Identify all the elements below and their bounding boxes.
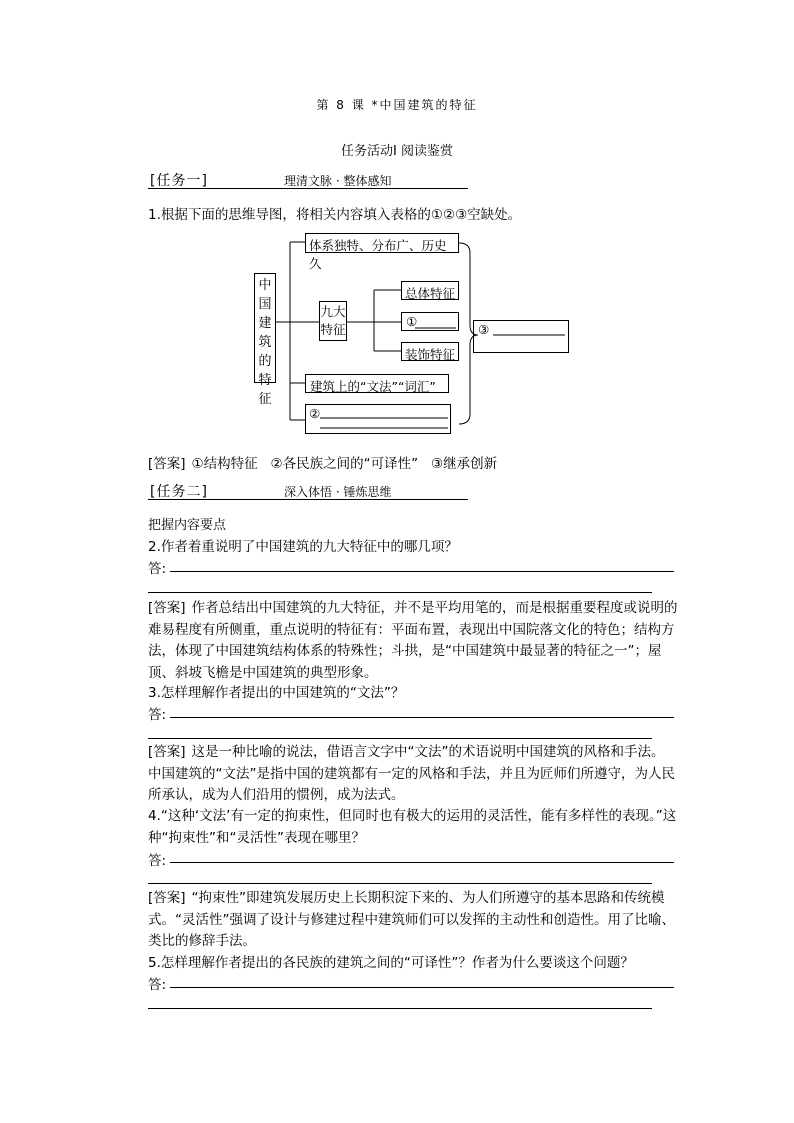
answer-line-3b[interactable] [148,738,652,739]
mindmap-branch-system [305,233,459,271]
mindmap-blank-3-label: ③ [478,322,490,337]
question-2: 2.作者着重说明了中国建筑的九大特征中的哪几项？ [148,539,458,555]
answer-4-tag: [答案] [148,890,186,906]
answer-1-tag: [答案] [148,456,186,472]
question-1: 1.根据下面的思维导图，将相关内容填入表格的①②③空缺处。 [148,207,522,223]
answer-line-2a[interactable] [170,571,674,572]
answer-prompt-4: 答: [148,853,167,869]
answer-prompt-5: 答: [148,977,167,993]
mindmap-decoration-feature [401,342,459,361]
section-heading: 把握内容要点 [148,518,227,533]
question-4: 4.“这种‘文法’有一定的拘束性，但同时也有极大的运用的灵活性，能有多样性的表现。”这种“拘束性”和“灵活性”表现在哪里？ [148,808,677,846]
answer-1 [148,452,497,472]
answer-4 [148,888,678,953]
answer-3-tag: [答案] [148,744,186,760]
task1-desc: 理清文脉 · 整体感知 [284,174,392,188]
mindmap-overall-feature [401,281,459,300]
task1-label: [任务一] [150,173,208,189]
mindmap-blank-1 [401,312,459,331]
mindmap-blank-2-label: ② [309,406,321,421]
task1-header [148,170,468,189]
answer-2-tag: [答案] [148,600,186,616]
answer-2-text: 作者总结出中国建筑的九大特征，并不是平均用笔的，而是根据重要程度或说明的难易程度有所侧重，重点说明的特征有：平面布置，表现出中国院落文化的特色；结构方法，体现了中国建筑结构体系的特殊性；斗拱，是“中国建筑中最显著的特征之一”；屋顶、斜坡飞檐是中国建筑的典型形象。 [148,600,678,681]
answer-prompt-2: 答: [148,561,167,577]
answer-4-text: “拘束性”即建筑发展历史上长期积淀下来的、为人们所遵守的基本思路和传统模式。“灵活性”强调了设计与修建过程中建筑师们可以发挥的主动性和创造性。用了比喻、类比的修辞手法。 [148,890,675,949]
mindmap-blank-1-label: ① [406,314,418,329]
task2-header [148,481,468,500]
answer-1-text: ①结构特征 ②各民族之间的“可译性” ③继承创新 [191,456,498,472]
answer-prompt-3: 答: [148,707,167,723]
mindmap-nine-features-line2: 特征 [320,322,346,337]
mindmap-branch-system-text: 体系独特、分布广、历史久 [309,238,447,271]
answer-line-5a[interactable] [170,987,674,988]
answer-line-4b[interactable] [148,883,652,884]
answer-line-3a[interactable] [170,717,674,718]
mindmap-root [254,273,276,407]
activity-subtitle: 任务活动Ⅰ 阅读鉴赏 [341,144,453,159]
answer-line-4a[interactable] [170,862,674,863]
mindmap-branch-grammar [305,374,449,393]
question-3: 3.怎样理解作者提出的中国建筑的“文法”？ [148,685,405,701]
lesson-title: 第 8 课 *中国建筑的特征 [316,98,478,112]
mindmap-branch-grammar-text: 建筑上的“文法”“词汇” [310,379,436,394]
mindmap-overall-feature-text: 总体特征 [404,286,455,301]
answer-line-2b[interactable] [148,592,652,593]
mindmap-decoration-feature-text: 装饰特征 [404,347,455,362]
answer-3 [148,742,678,807]
task2-label: [任务二] [150,484,208,500]
answer-2 [148,598,678,684]
question-5: 5.怎样理解作者提出的各民族的建筑之间的“可译性”？作者为什么要谈这个问题？ [148,955,634,971]
mindmap-nine-features [319,301,347,341]
answer-line-5b[interactable] [148,1008,652,1009]
mindmap-blank-2 [305,404,451,434]
answer-3-text: 这是一种比喻的说法，借语言文字中“文法”的术语说明中国建筑的风格和手法。中国建筑的“文法”是指中国的建筑都有一定的风格和手法，并且为匠师们所遵守，为人民所承认，成为人们沿用的惯例，成为法式。 [148,744,675,803]
task2-desc: 深入体悟 · 锤炼思维 [284,485,392,499]
mindmap-nine-features-line1: 九大 [320,304,346,319]
mindmap-blank-3 [473,320,569,353]
mindmap-root-text: 中国建筑的特征 [258,278,272,407]
